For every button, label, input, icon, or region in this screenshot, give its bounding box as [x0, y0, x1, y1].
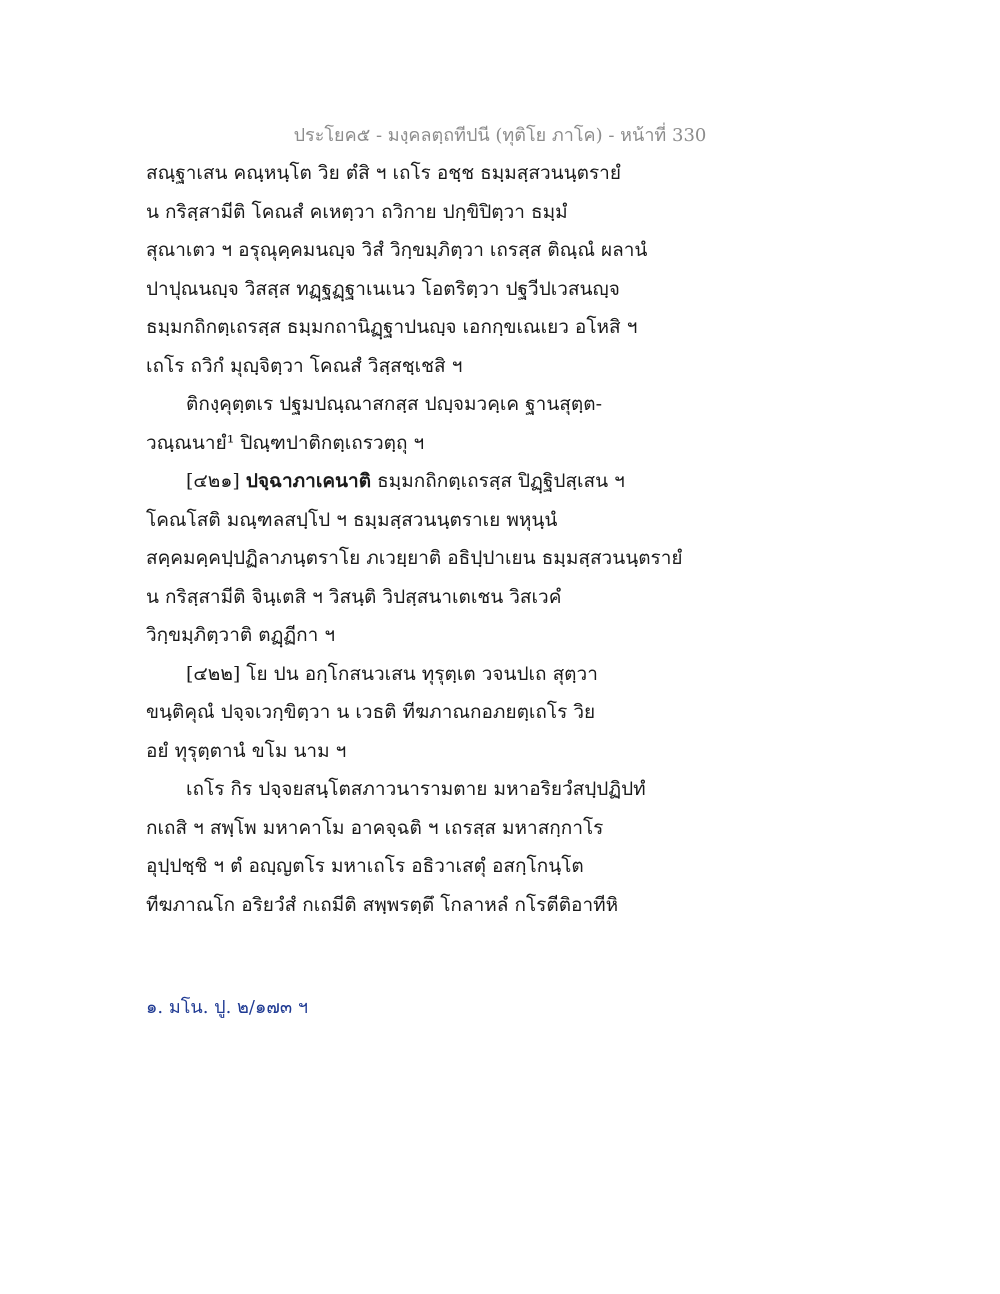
- text-line: ธมฺมกถิกตฺเถรสฺส ธมฺมกถานิฏฺฐาปนญฺจ เอกกฺขเณเยว อโหสิ ฯ: [146, 316, 638, 338]
- footnote: ๑. มโน. ปู. ๒/๑๗๓ ฯ: [146, 997, 309, 1018]
- text-line: โคณโสติ มณฺฑลสปฺโป ฯ ธมฺมสฺสวนนฺตราเย พหุนฺนํ: [146, 508, 558, 531]
- body-text: [146, 154, 726, 924]
- text-line: [๔๒๒] โย ปน อกฺโกสนวเสน ทุรุตฺเต วจนปเถ สุตฺวา: [186, 662, 598, 685]
- text-line: น กริสฺสามีติ โคณสํ คเหตฺวา ถวิกาย ปกฺขิปิตฺวา ธมฺมํ: [146, 200, 568, 223]
- text-line: สคฺคมคฺคปฺปฏิลาภนฺตราโย ภเวยฺยาติ อธิปฺปาเยน ธมฺมสฺสวนนฺตรายํ: [146, 547, 683, 569]
- text-line: ทีฆภาณโก อริยวํสํ กเถมีติ สพฺพรตฺตึ โกลาหลํ กโรตีติอาทีหิ: [146, 893, 619, 916]
- text-line: กเถสิ ฯ สพฺโพ มหาคาโม อาคจฺฉติ ฯ เถรสฺส มหาสกฺกาโร: [146, 816, 604, 839]
- text-line: สุณาเตว ฯ อรุณุคฺคมนญฺจ วิสํ วิกฺขมฺภิตฺวา เถรสฺส ติณฺณํ ผลานํ: [146, 239, 648, 261]
- running-header: ประโยค๕ - มงฺคลตฺถทีปนี (ทุติโย ภาโค) - หน้าที่ 330: [293, 125, 707, 146]
- text-line: วณฺณนายํ¹ ปิณฺฑปาติกตฺเถรวตฺถุ ฯ: [146, 431, 425, 454]
- text-line: วิกฺขมฺภิตฺวาติ ตฏฺฏีกา ฯ: [146, 624, 335, 646]
- text-line: สณฺฐาเสน คณฺหนฺโต วิย ตํสิ ฯ เถโร อชฺช ธมฺมสฺสวนนฺตรายํ: [146, 162, 621, 184]
- text-line: อยํ ทุรุตฺตานํ ขโม นาม ฯ: [146, 739, 347, 762]
- text-line: เถโร กิร ปจฺจยสนฺโตสภาวนารามตาย มหาอริยวํสปฺปฏิปทํ: [186, 778, 646, 800]
- text-line: ติกงฺคุตฺตเร ปฐมปณฺณาสกสฺส ปญฺจมวคฺเค ฐานสุตฺต-: [186, 393, 602, 415]
- text-line: ปาปุณนญฺจ วิสสฺส ทฏฺฐฏฺฐาเนเนว โอตริตฺวา ปฐวีปเวสนญฺจ: [146, 277, 620, 300]
- text-line: ขนฺติคุณํ ปจฺจเวกฺขิตฺวา น เวธติ ทีฆภาณกอภยตฺเถโร วิย: [146, 701, 596, 723]
- text-line: [๔๒๑] ปจฺฉาภาเคนาติ ธมฺมกถิกตฺเถรสฺส ปิฏฺฐิปสฺเสน ฯ: [186, 470, 625, 492]
- text-line: เถโร ถวิกํ มุญฺจิตฺวา โคณสํ วิสฺสชฺเชสิ ฯ: [146, 354, 463, 377]
- text-line: อุปฺปชฺชิ ฯ ตํ อญฺญตโร มหาเถโร อธิวาเสตุํ อสกฺโกนฺโต: [146, 855, 584, 877]
- text-line: น กริสฺสามีติ จินฺเตสิ ฯ วิสนฺติ วิปสฺสนาเตเชน วิสเวคํ: [146, 585, 562, 608]
